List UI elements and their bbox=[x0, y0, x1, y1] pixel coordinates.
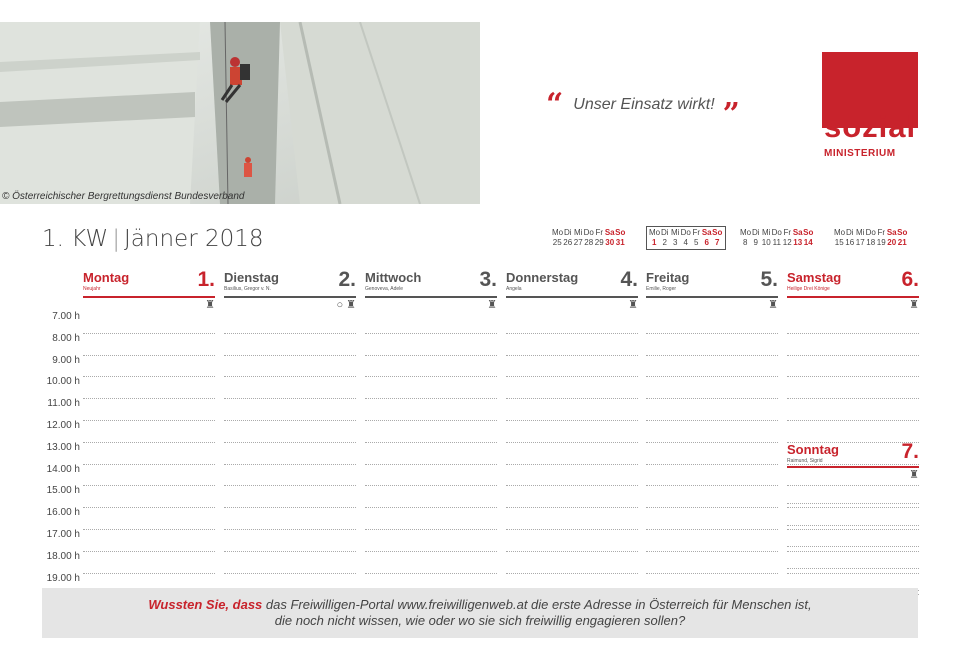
time-slot[interactable] bbox=[83, 508, 215, 530]
day-saints: Genoveva, Adele bbox=[365, 286, 404, 292]
mini-calendar-dates bbox=[552, 238, 626, 248]
time-slot[interactable] bbox=[506, 421, 638, 443]
hour-label: 15.00 h bbox=[46, 485, 80, 497]
weekday-abbr: Mo bbox=[740, 228, 752, 237]
time-slot[interactable] bbox=[646, 443, 778, 465]
mini-calendar-dates bbox=[649, 238, 723, 248]
weekday-abbr: Mo bbox=[834, 228, 846, 237]
time-slot[interactable] bbox=[224, 508, 356, 530]
time-slot[interactable] bbox=[646, 552, 778, 574]
time-slot[interactable] bbox=[365, 377, 497, 399]
time-slot[interactable] bbox=[365, 508, 497, 530]
weekday-abbr: Do bbox=[583, 228, 594, 237]
time-slot[interactable] bbox=[506, 530, 638, 552]
date-number: 15 bbox=[834, 238, 844, 247]
day-saints: Raimund, Sigrid bbox=[787, 458, 823, 464]
time-slot[interactable] bbox=[646, 530, 778, 552]
day-number: 2. bbox=[338, 268, 356, 291]
time-slot[interactable] bbox=[365, 399, 497, 421]
time-slot[interactable] bbox=[83, 399, 215, 421]
date-number: 12 bbox=[782, 238, 792, 247]
info-banner bbox=[42, 588, 918, 638]
hour-label: 7.00 h bbox=[52, 311, 80, 322]
hour-label: 10.00 h bbox=[46, 376, 80, 388]
time-slot[interactable] bbox=[787, 482, 919, 504]
logo-word: sozial bbox=[824, 109, 917, 144]
day-icons: ♜ bbox=[768, 299, 778, 311]
slogan bbox=[546, 87, 740, 132]
day-icons: ♜ bbox=[487, 299, 497, 311]
date-number: 21 bbox=[897, 238, 907, 247]
time-slot[interactable] bbox=[365, 486, 497, 508]
time-slot[interactable] bbox=[646, 377, 778, 399]
time-slot[interactable] bbox=[365, 443, 497, 465]
quote-open-mark: “ bbox=[546, 87, 564, 122]
day-number: 3. bbox=[479, 268, 497, 291]
day-column-dienstag bbox=[224, 264, 356, 595]
weekday-abbr: Sa bbox=[701, 228, 712, 237]
day-name: Dienstag bbox=[224, 270, 279, 285]
date-number: 17 bbox=[855, 238, 865, 247]
time-slot[interactable] bbox=[224, 312, 356, 334]
day-number: 4. bbox=[620, 268, 638, 291]
time-slot[interactable] bbox=[365, 312, 497, 334]
weekday-abbr: Mo bbox=[649, 228, 661, 237]
date-number: 2 bbox=[662, 238, 667, 247]
time-slot[interactable] bbox=[787, 504, 919, 526]
weekday-abbr: Sa bbox=[886, 228, 897, 237]
day-lines bbox=[506, 312, 638, 595]
weekday-abbr: So bbox=[615, 228, 626, 237]
time-slot[interactable] bbox=[506, 399, 638, 421]
time-slot[interactable] bbox=[646, 334, 778, 356]
date-number: 13 bbox=[793, 238, 803, 247]
hour-labels bbox=[36, 310, 80, 593]
day-lines bbox=[365, 312, 497, 595]
weekday-abbr: Mi bbox=[574, 228, 583, 237]
date-number: 7 bbox=[715, 238, 720, 247]
weekday-abbr: Di bbox=[751, 228, 760, 237]
hour-label: 16.00 h bbox=[46, 507, 80, 519]
banner-line2: die noch nicht wissen, wie oder wo sie sich freiwillig engagieren sollen? bbox=[274, 613, 686, 628]
day-lines bbox=[787, 482, 919, 591]
date-number: 9 bbox=[753, 238, 758, 247]
time-slot[interactable] bbox=[787, 312, 919, 334]
weekday-abbr: Di bbox=[563, 228, 572, 237]
quote-close-mark: ” bbox=[722, 97, 740, 132]
day-icons: ♜ bbox=[628, 299, 638, 311]
hour-label: 14.00 h bbox=[46, 463, 80, 475]
day-saints: Neujahr bbox=[83, 286, 101, 292]
weekday-abbr: Do bbox=[680, 228, 691, 237]
day-name: Sonntag bbox=[787, 442, 839, 457]
date-number: 14 bbox=[803, 238, 813, 247]
time-slot[interactable] bbox=[506, 443, 638, 465]
date-number: 28 bbox=[584, 238, 594, 247]
time-slot[interactable] bbox=[83, 530, 215, 552]
time-slot[interactable] bbox=[646, 312, 778, 334]
photo-credit: © Österreichischer Bergrettungsdienst Bundesverband bbox=[2, 191, 245, 202]
time-slot[interactable] bbox=[83, 552, 215, 574]
time-slot[interactable] bbox=[506, 334, 638, 356]
mini-calendar bbox=[740, 228, 814, 248]
time-slot[interactable] bbox=[506, 312, 638, 334]
time-slot[interactable] bbox=[83, 312, 215, 334]
day-number: 5. bbox=[760, 268, 778, 291]
day-name: Samstag bbox=[787, 270, 842, 285]
mini-calendar bbox=[646, 226, 726, 250]
time-slot[interactable] bbox=[224, 377, 356, 399]
day-column-donnerstag bbox=[506, 264, 638, 595]
day-icons: ♜ bbox=[909, 299, 919, 311]
time-slot[interactable] bbox=[365, 356, 497, 378]
date-number: 11 bbox=[772, 238, 781, 247]
day-saints: Basilius, Gregor v. N. bbox=[224, 286, 271, 292]
time-slot[interactable] bbox=[83, 443, 215, 465]
time-slot[interactable] bbox=[506, 508, 638, 530]
time-slot[interactable] bbox=[83, 334, 215, 356]
date-number: 16 bbox=[845, 238, 855, 247]
day-number: 6. bbox=[901, 268, 919, 291]
date-number: 3 bbox=[673, 238, 678, 247]
hour-label: 18.00 h bbox=[46, 550, 80, 562]
date-number: 27 bbox=[573, 238, 583, 247]
hour-label: 13.00 h bbox=[46, 441, 80, 453]
time-slot[interactable] bbox=[506, 486, 638, 508]
time-slot[interactable] bbox=[365, 421, 497, 443]
day-column-sonntag bbox=[787, 440, 919, 591]
day-header bbox=[83, 264, 215, 298]
date-number: 6 bbox=[704, 238, 709, 247]
slogan-text: Unser Einsatz wirkt! bbox=[573, 96, 715, 113]
time-slot[interactable] bbox=[787, 334, 919, 356]
weekday-abbr: Mi bbox=[762, 228, 771, 237]
day-header bbox=[224, 264, 356, 298]
time-slot[interactable] bbox=[787, 377, 919, 399]
date-number: 18 bbox=[866, 238, 876, 247]
hour-label: 11.00 h bbox=[47, 398, 80, 410]
day-column-montag bbox=[83, 264, 215, 595]
banner-lead: Wussten Sie, dass bbox=[148, 597, 263, 612]
week-label: 1. KW bbox=[42, 226, 109, 252]
month-label: Jänner 2018 bbox=[124, 226, 264, 252]
time-slot[interactable] bbox=[506, 377, 638, 399]
day-header bbox=[646, 264, 778, 298]
time-slot[interactable] bbox=[224, 486, 356, 508]
day-header bbox=[787, 264, 919, 298]
time-slot[interactable] bbox=[787, 526, 919, 548]
day-lines bbox=[224, 312, 356, 595]
weekday-abbr: Sa bbox=[604, 228, 615, 237]
time-slot[interactable] bbox=[224, 421, 356, 443]
date-number: 1 bbox=[652, 238, 657, 247]
sozialministerium-logo bbox=[822, 52, 918, 166]
day-name: Freitag bbox=[646, 270, 690, 285]
day-icons: ♜ bbox=[205, 299, 215, 311]
time-slot[interactable] bbox=[224, 552, 356, 574]
day-name: Donnerstag bbox=[506, 270, 579, 285]
day-lines bbox=[646, 312, 778, 595]
weekday-abbr: Mo bbox=[552, 228, 564, 237]
date-number: 10 bbox=[761, 238, 771, 247]
day-icons: ○ ♜ bbox=[336, 299, 356, 311]
time-slot[interactable] bbox=[224, 356, 356, 378]
mini-calendar-dates bbox=[834, 238, 908, 248]
time-slot[interactable] bbox=[224, 443, 356, 465]
date-number: 4 bbox=[683, 238, 688, 247]
day-name: Mittwoch bbox=[365, 270, 422, 285]
time-slot[interactable] bbox=[646, 508, 778, 530]
day-lines bbox=[83, 312, 215, 595]
mini-calendar-weekdays bbox=[552, 228, 626, 238]
time-slot[interactable] bbox=[83, 377, 215, 399]
time-slot[interactable] bbox=[365, 465, 497, 487]
date-number: 20 bbox=[887, 238, 897, 247]
time-slot[interactable] bbox=[83, 356, 215, 378]
time-slot[interactable] bbox=[83, 465, 215, 487]
weekday-abbr: Do bbox=[771, 228, 782, 237]
time-slot[interactable] bbox=[224, 465, 356, 487]
day-column-mittwoch bbox=[365, 264, 497, 595]
hour-label: 9.00 h bbox=[52, 354, 80, 366]
mini-calendar-weekdays bbox=[834, 228, 908, 238]
logo-subtitle: MINISTERIUM bbox=[824, 148, 896, 159]
time-slot[interactable] bbox=[646, 465, 778, 487]
time-slot[interactable] bbox=[646, 486, 778, 508]
day-number: 7. bbox=[901, 440, 919, 463]
time-slot[interactable] bbox=[224, 530, 356, 552]
time-slot[interactable] bbox=[83, 486, 215, 508]
weekday-abbr: Di bbox=[660, 228, 669, 237]
weekday-abbr: Mi bbox=[856, 228, 865, 237]
date-number: 19 bbox=[876, 238, 886, 247]
day-number: 1. bbox=[197, 268, 215, 291]
page-title bbox=[42, 226, 264, 252]
mini-calendar bbox=[834, 228, 908, 248]
day-saints: Angela bbox=[506, 286, 522, 292]
time-slot[interactable] bbox=[224, 334, 356, 356]
day-header bbox=[787, 440, 919, 468]
mini-calendar bbox=[552, 228, 626, 248]
day-name: Montag bbox=[83, 270, 130, 285]
time-slot[interactable] bbox=[365, 334, 497, 356]
date-number: 25 bbox=[552, 238, 562, 247]
hour-label: 12.00 h bbox=[46, 419, 80, 431]
time-slot[interactable] bbox=[506, 356, 638, 378]
header-photo bbox=[0, 22, 480, 204]
time-slot[interactable] bbox=[365, 552, 497, 574]
time-slot[interactable] bbox=[224, 399, 356, 421]
weekday-abbr: So bbox=[803, 228, 814, 237]
day-icons: ♜ bbox=[909, 469, 919, 481]
day-header bbox=[365, 264, 497, 298]
weekday-abbr: Fr bbox=[783, 228, 792, 237]
date-number: 5 bbox=[694, 238, 699, 247]
hour-label: 19.00 h bbox=[46, 572, 80, 584]
time-slot[interactable] bbox=[506, 552, 638, 574]
weekday-abbr: Mi bbox=[671, 228, 680, 237]
weekday-abbr: Fr bbox=[595, 228, 604, 237]
day-header bbox=[506, 264, 638, 298]
hour-label: 8.00 h bbox=[52, 332, 80, 344]
date-number: 26 bbox=[563, 238, 573, 247]
weekday-abbr: Di bbox=[845, 228, 854, 237]
date-number: 8 bbox=[743, 238, 748, 247]
date-number: 29 bbox=[594, 238, 604, 247]
day-saints: Emilie, Roger bbox=[646, 286, 677, 292]
day-column-freitag bbox=[646, 264, 778, 595]
date-number: 30 bbox=[605, 238, 615, 247]
time-slot[interactable] bbox=[646, 399, 778, 421]
mini-calendar-dates bbox=[740, 238, 814, 248]
time-slot[interactable] bbox=[787, 547, 919, 569]
date-number: 31 bbox=[615, 238, 625, 247]
time-slot[interactable] bbox=[787, 399, 919, 421]
hour-label: 17.00 h bbox=[46, 528, 80, 540]
time-slot[interactable] bbox=[646, 356, 778, 378]
time-slot[interactable] bbox=[646, 421, 778, 443]
banner-line1: das Freiwilligen-Portal www.freiwilligenweb.at die erste Adresse in Österreich für Menschen ist, bbox=[262, 597, 812, 612]
weekday-abbr: Do bbox=[865, 228, 876, 237]
mini-calendar-weekdays bbox=[740, 228, 814, 238]
time-slot[interactable] bbox=[83, 421, 215, 443]
day-saints: Heilige Drei Könige bbox=[787, 286, 830, 292]
time-slot[interactable] bbox=[787, 356, 919, 378]
weekday-abbr: So bbox=[897, 228, 908, 237]
weekday-abbr: Sa bbox=[792, 228, 803, 237]
mini-calendar-weekdays bbox=[649, 228, 723, 238]
weekday-abbr: Fr bbox=[692, 228, 701, 237]
weekday-abbr: Fr bbox=[877, 228, 886, 237]
time-slot[interactable] bbox=[506, 465, 638, 487]
title-separator: | bbox=[112, 226, 121, 252]
time-slot[interactable] bbox=[365, 530, 497, 552]
weekday-abbr: So bbox=[712, 228, 723, 237]
